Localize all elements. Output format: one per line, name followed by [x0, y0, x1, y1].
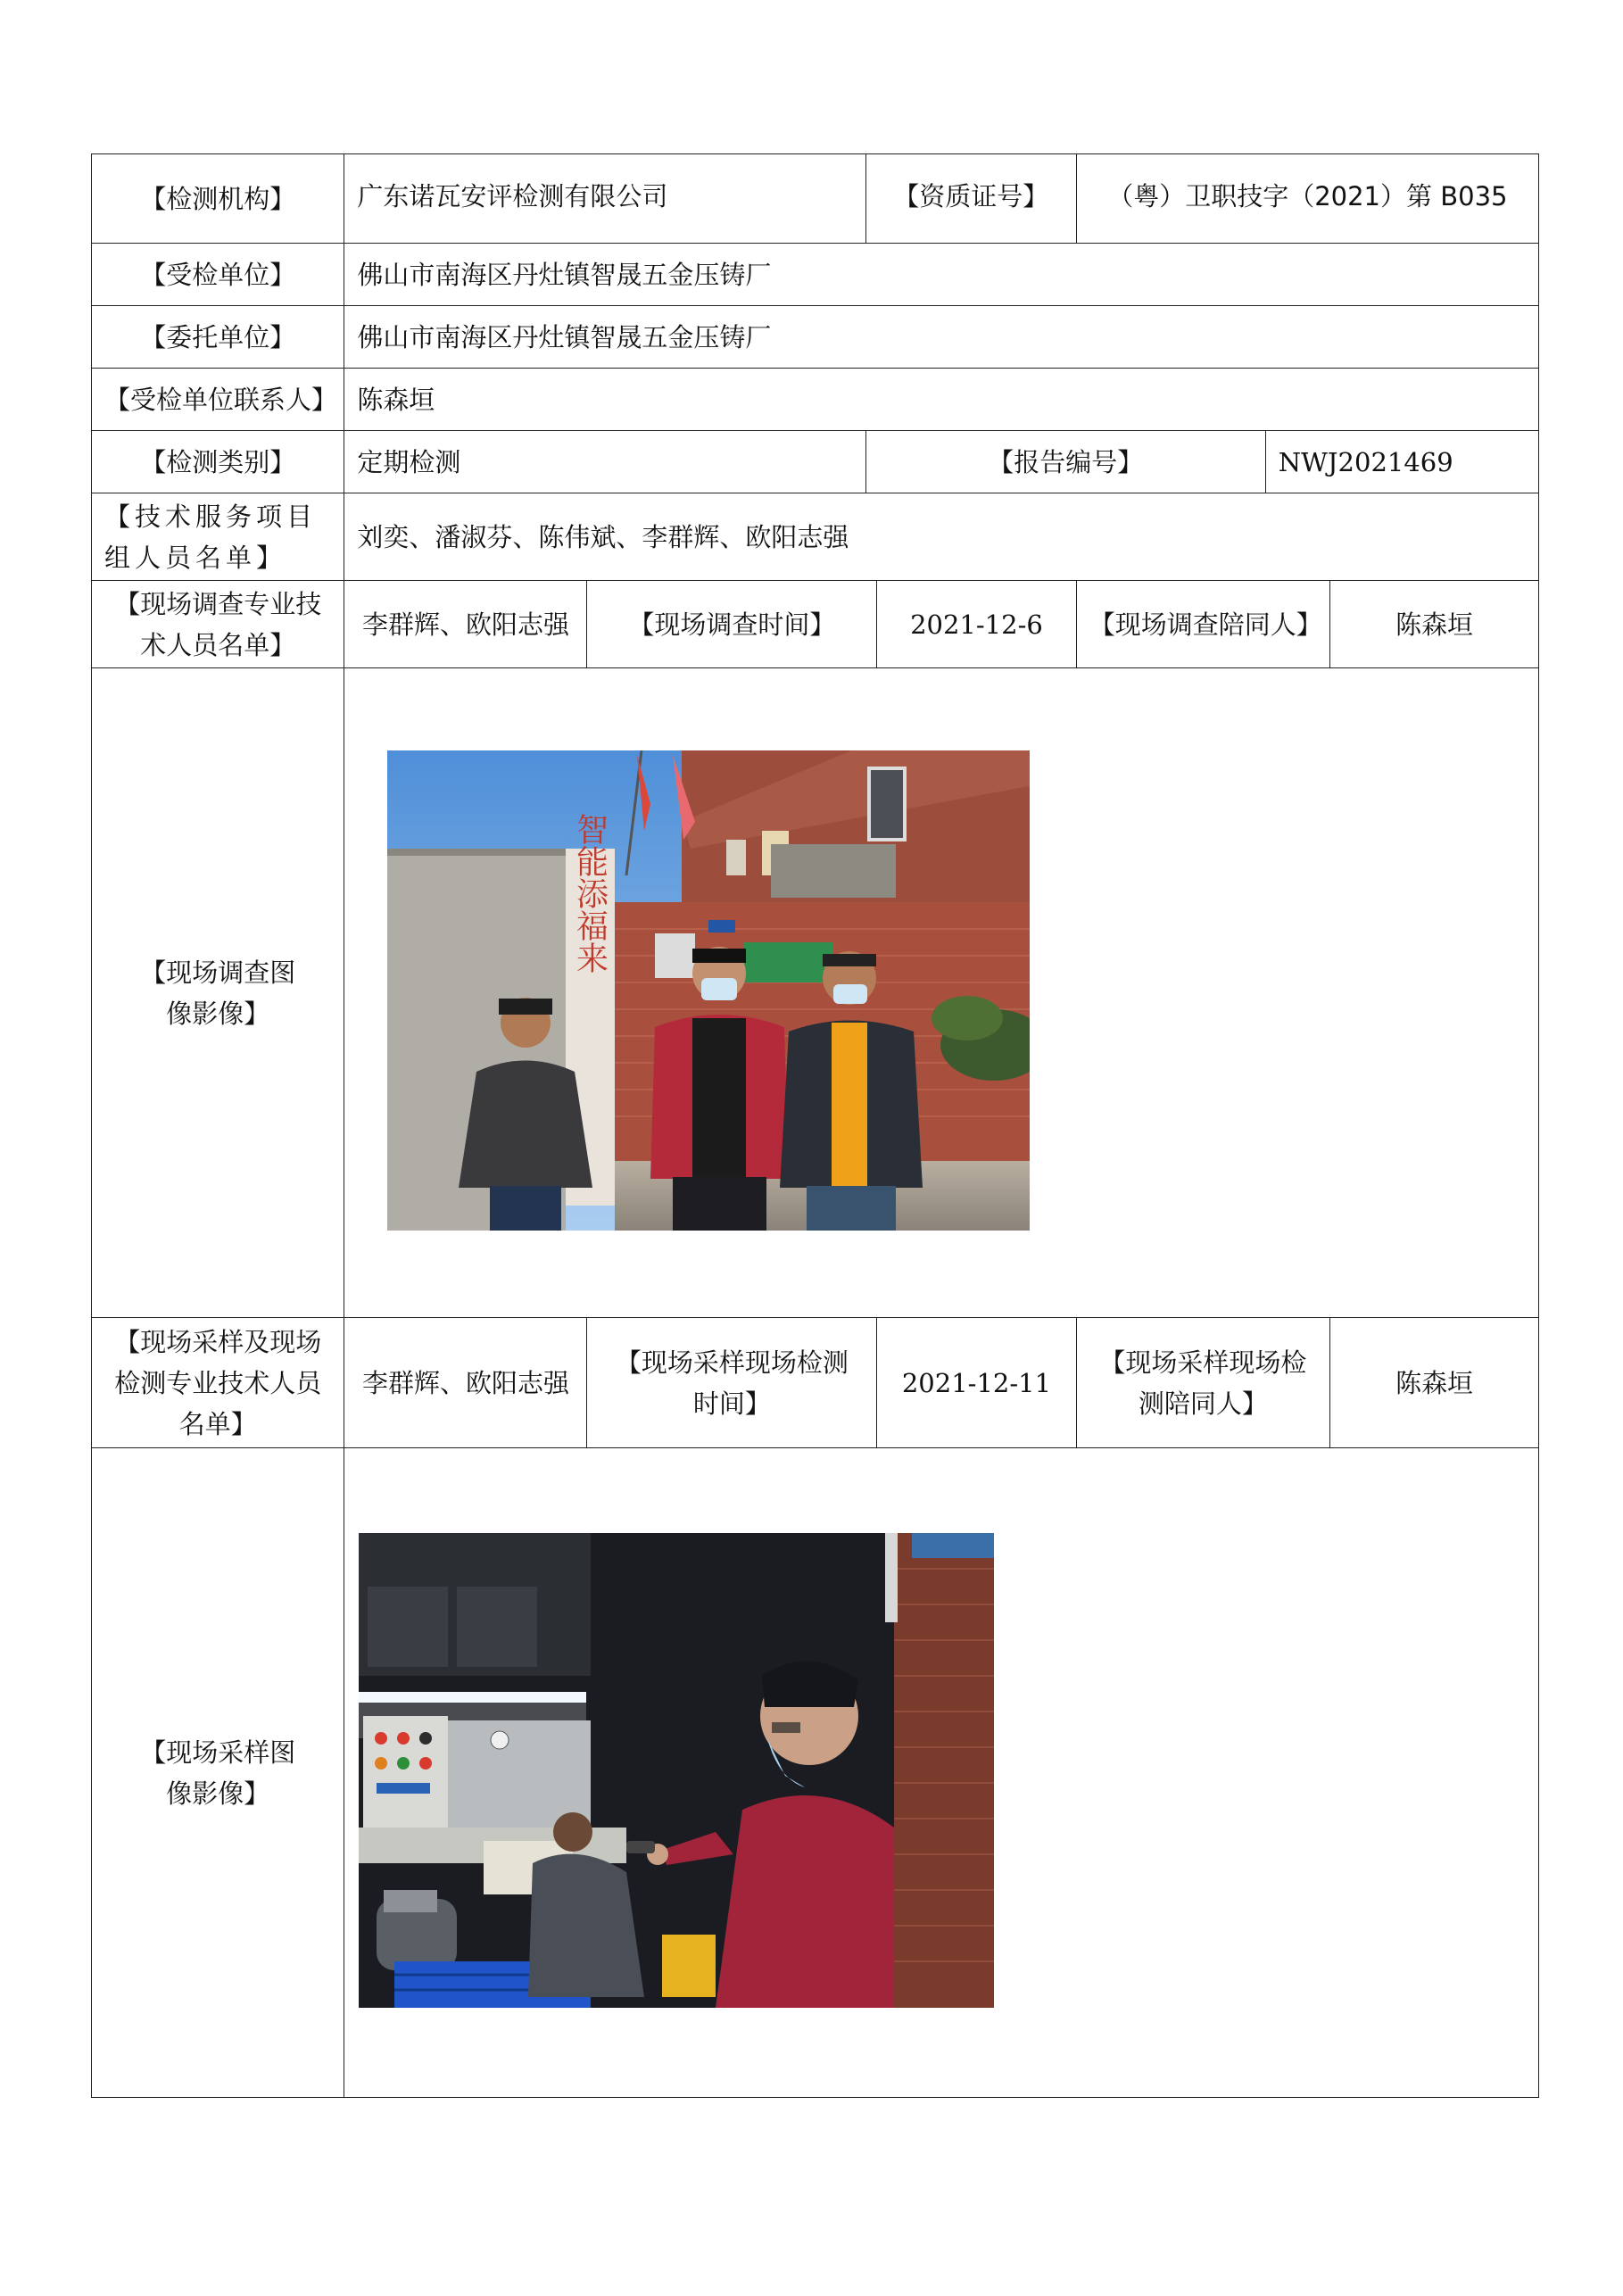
survey-staff-label: 【现场调查专业技术人员名单】 — [92, 581, 344, 668]
row-category — [92, 431, 1539, 493]
row-team — [92, 493, 1539, 581]
sampling-staff-value: 李群辉、欧阳志强 — [344, 1318, 587, 1448]
survey-staff-value: 李群辉、欧阳志强 — [344, 581, 587, 668]
survey-site-photo — [387, 750, 1030, 1231]
row-sampling — [92, 1318, 1539, 1448]
inspected-label: 【受检单位】 — [92, 244, 344, 306]
row-sampling-photo — [92, 1448, 1539, 2098]
survey-photo-label: 【现场调查图像影像】 — [92, 668, 344, 1318]
sampling-escort-value: 陈森垣 — [1330, 1318, 1539, 1448]
inspected-value: 佛山市南海区丹灶镇智晟五金压铸厂 — [344, 244, 1539, 306]
sampling-site-photo — [359, 1533, 994, 2008]
sampling-time-value: 2021-12-11 — [877, 1318, 1076, 1448]
contact-value: 陈森垣 — [344, 369, 1539, 431]
survey-photo-cell — [344, 668, 1539, 1318]
row-survey — [92, 581, 1539, 668]
row-inspected — [92, 244, 1539, 306]
report-value: NWJ2021469 — [1265, 431, 1538, 493]
category-label: 【检测类别】 — [92, 431, 344, 493]
team-label: 【技术服务项目组人员名单】 — [92, 493, 344, 581]
sampling-time-label: 【现场采样现场检测时间】 — [587, 1318, 877, 1448]
gate-pillar-text: 智能添福来 — [571, 813, 609, 974]
team-value: 刘奕、潘淑芬、陈伟斌、李群辉、欧阳志强 — [344, 493, 1539, 581]
org-value: 广东诺瓦安评检测有限公司 — [344, 154, 865, 244]
cert-label: 【资质证号】 — [865, 154, 1076, 244]
report-label: 【报告编号】 — [865, 431, 1265, 493]
row-org — [92, 154, 1539, 244]
client-label: 【委托单位】 — [92, 306, 344, 369]
row-survey-photo — [92, 668, 1539, 1318]
sampling-photo-cell — [344, 1448, 1539, 2098]
client-value: 佛山市南海区丹灶镇智晟五金压铸厂 — [344, 306, 1539, 369]
contact-label: 【受检单位联系人】 — [92, 369, 344, 431]
org-label: 【检测机构】 — [92, 154, 344, 244]
cert-value: （粤）卫职技字（2021）第 B035 — [1076, 154, 1538, 244]
category-value: 定期检测 — [344, 431, 865, 493]
survey-time-value: 2021-12-6 — [877, 581, 1076, 668]
sampling-photo-label: 【现场采样图像影像】 — [92, 1448, 344, 2098]
row-contact — [92, 369, 1539, 431]
survey-escort-label: 【现场调查陪同人】 — [1076, 581, 1329, 668]
survey-escort-value: 陈森垣 — [1330, 581, 1539, 668]
row-client — [92, 306, 1539, 369]
survey-time-label: 【现场调查时间】 — [587, 581, 877, 668]
sampling-escort-label: 【现场采样现场检测陪同人】 — [1076, 1318, 1329, 1448]
sampling-staff-label: 【现场采样及现场检测专业技术人员名单】 — [92, 1318, 344, 1448]
inspection-info-table — [91, 153, 1539, 2098]
